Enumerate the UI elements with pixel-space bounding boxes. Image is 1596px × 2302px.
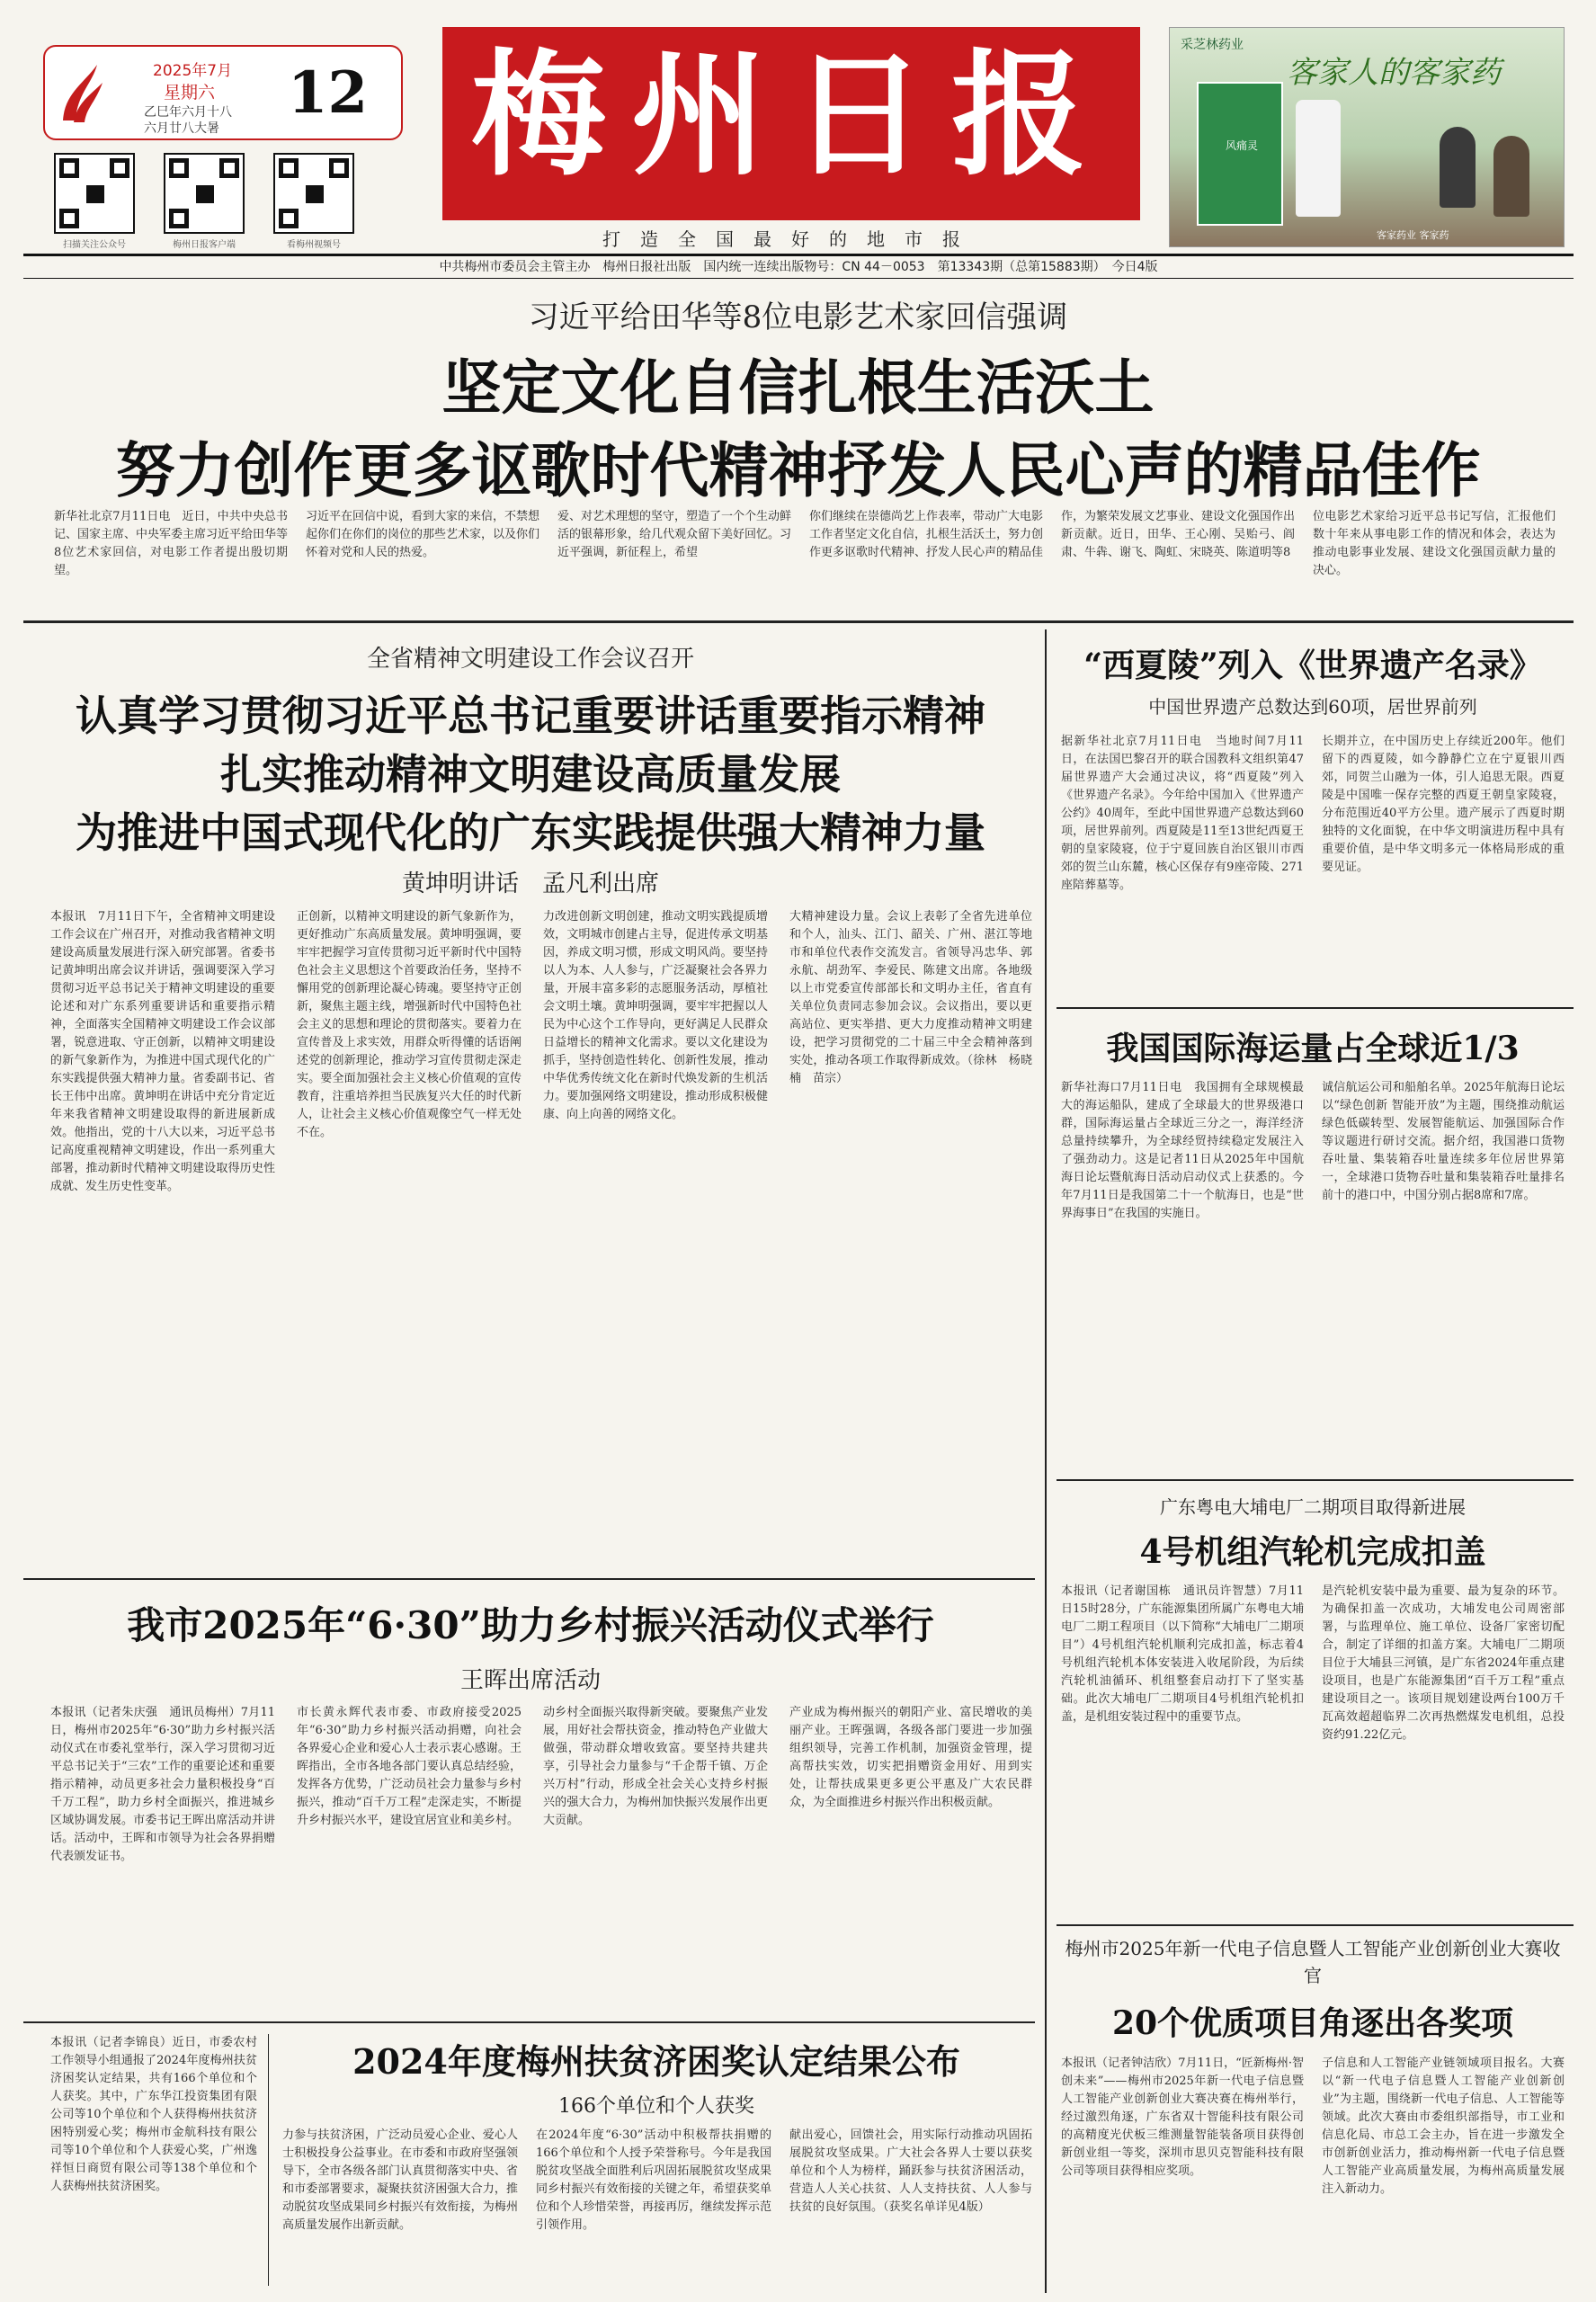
paper-nameplate — [442, 27, 1140, 220]
province-headline-2[interactable]: 扎实推动精神文明建设高质量发展 — [220, 750, 841, 799]
paper-slogan: 打造全国最好的地市报 — [602, 228, 980, 250]
page-number: 12 — [288, 59, 369, 127]
power-kicker: 广东粤电大埔电厂二期项目取得新进展 — [1160, 1496, 1466, 1518]
xixia-subtitle: 中国世界遗产总数达到60项，居世界前列 — [1148, 696, 1477, 718]
poverty-column: 在2024年度“6·30”活动中积极帮扶捐赠的166个单位和个人授予荣誉称号。今年是我国脱贫攻坚战全面胜利后巩固拓展脱贫攻坚成果同乡村振兴有效衔接的关键之年，希望获奖单位和个人珍惜荣誉，再接再厉，继续发挥示范引领作用。 — [536, 2128, 771, 2232]
competition-column: 本报讯（记者钟洁欣）7月11日，“匠新梅州·智创未来”——梅州市2025年新一代电子信息暨人工智能产业创新创业大赛决赛在梅州举行，经过激烈角逐，广东省双十智能科技有限公司的高精度光伏板三维测量智能装备项目获得创新创业组一等奖，深圳市思贝克智能科技有限公司等项目获得相应奖项。 — [1061, 2057, 1304, 2178]
lunar-date: 乙巳年六月十八 — [144, 105, 232, 120]
ad-product-label: 风痛灵 — [1225, 139, 1258, 152]
shipping-column: 诚信航运公司和船舶名单。2025年航海日论坛以“绿色创新 智能开放”为主题，围绕推动航运绿色低碳转型、发展智能航运、加强国际合作等议题进行研讨交流。据介绍，我国港口货物吞吐量、集装箱吞吐量连续多年位居世界第一，全球港口货物吞吐量和集装箱吞吐量排名前十的港口中，中国分别占据8席和7席。 — [1322, 1081, 1565, 1202]
province-headline-3[interactable]: 为推进中国式现代化的广东实践提供强大精神力量 — [76, 808, 985, 857]
lead-column: 位电影艺术家给习近平总书记写信，汇报他们数十年来从事电影工作的情况和体会，表达为推动电影事业发展、建设文化强国贡献力量的决心。 — [1313, 510, 1556, 577]
poverty-subtitle: 166个单位和个人获奖 — [558, 2095, 754, 2118]
province-column: 本报讯 7月11日下午，全省精神文明建设工作会议在广州召开，对推动我省精神文明建设高质量发展进行深入研究部署。省委书记黄坤明出席会议并讲话，强调要深入学习贯彻习近平总书记关于精神文明建设的重要论述和对广东系列重要讲话和重要指示精神，全面落实全国精神文明建设工作会议部署，锐意进取、守正创新，以精神文明建设的新气象新作为，为推进中国式现代化的广东实践提供强大精神力量。省委副书记、省长王伟中出席。黄坤明在讲话中充分肯定近年来我省精神文明建设取得的新进展新成效。他指出，党的十八大以来，习近平总书记高度重视精神文明建设，作出一系列重大部署，推动新时代精神文明建设取得历史性成就、发生历史性变革。 — [50, 910, 275, 1193]
issue-date: 2025年7月 — [153, 62, 233, 80]
province-column: 正创新，以精神文明建设的新气象新作为，更好推动广东高质量发展。黄坤明强调，要牢牢把握学习宣传贯彻习近平新时代中国特色社会主义思想这个首要政治任务，坚持不懈用党的创新理论凝心铸魂。要坚持守正创新，聚焦主题主线，增强新时代中国特色社会主义的思想和理论的贯彻落实。要着力在宣传普及上求实效，用群众听得懂的话语阐述党的创新理论，推动学习宣传贯彻走深走实。要全面加强社会主义核心价值观的宣传教育，注重培养担当民族复兴大任的时代新人，让社会主义核心价值观像空气一样无处不在。 — [297, 910, 522, 1139]
rural-headline[interactable]: 我市2025年“6·30”助力乡村振兴活动仪式举行 — [127, 1603, 934, 1647]
qr-caption: 看梅州视频号 — [287, 240, 341, 250]
qr-code[interactable] — [273, 153, 354, 234]
medicine-box-image — [1197, 82, 1283, 226]
section-divider — [23, 620, 1574, 623]
qr-caption: 梅州日报客户端 — [173, 240, 236, 250]
column-divider — [1045, 629, 1047, 2293]
advertisement[interactable] — [1169, 27, 1565, 247]
paper-title: 梅州日报 — [470, 36, 1111, 194]
xixia-column: 据新华社北京7月11日电 当地时间7月11日，在法国巴黎召开的联合国教科文组织第47届世界遗产大会通过决议，将“西夏陵”列入《世界遗产名录》。今年给中国加入《世界遗产公约》40周年，至此中国世界遗产总数达到60项，居世界前列。西夏陵是11至13世纪西夏王朝的皇家陵寝，位于宁夏回族自治区银川市西郊的贺兰山东麓，核心区保存有9座帝陵、271座陪葬墓等。 — [1061, 735, 1304, 892]
competition-headline[interactable]: 20个优质项目角逐出各奖项 — [1111, 2004, 1514, 2042]
shipping-column: 新华社海口7月11日电 我国拥有全球规模最大的海运船队，建成了全球最大的世界级港口群，国际海运量占全球近三分之一，海洋经济总量持续攀升，为全球经贸持续稳定发展注入了强劲动力。这是记者11日从2025年中国航海日论坛暨航海日活动启动仪式上获悉的。今年7月11日是我国第二十一个航海日，也是“世界海事日”在我国的实施日。 — [1061, 1081, 1304, 1220]
ad-brand: 采芝林药业 — [1181, 38, 1244, 52]
lead-column: 作，为繁荣发展文艺事业、建设文化强国作出新贡献。近日，田华、王心刚、吴贻弓、阎肃、牛犇、谢飞、陶虹、宋晓英、陈道明等8 — [1061, 510, 1295, 559]
lead-column: 你们继续在崇德尚艺上作表率，带动广大电影工作者坚定文化自信，扎根生活沃土，努力创作更多讴歌时代精神、抒发人民心声的精品佳 — [809, 510, 1043, 559]
publication-info-bar: 中共梅州市委员会主管主办 梅州日报社出版 国内统一连续出版物号：CN 44－0053 第13343期（总第15883期） 今日4版 — [23, 254, 1574, 279]
shipping-headline[interactable]: 我国国际海运量占全球近1/3 — [1106, 1030, 1520, 1067]
rural-column: 本报讯（记者朱庆强 通讯员梅州）7月11日，梅州市2025年“6·30”助力乡村振兴活动仪式在市委礼堂举行，深入学习贯彻习近平总书记关于“三农”工作的重要论述和重要指示精神，动员更多社会力量积极投身“百千万工程”，助力乡村全面振兴，推进城乡区域协调发展。市委书记王晖出席活动并讲话。活动中，王晖和市领导为社会各界捐赠代表颁发证书。 — [50, 1706, 275, 1863]
poverty-column: 献出爱心，回馈社会，用实际行动推动巩固拓展脱贫攻坚成果。广大社会各界人士要以获奖单位和个人为榜样，踊跃参与扶贫济困活动，营造人人关心扶贫、人人支持扶贫、人人参与扶贫的良好氛围。（获奖名单详见4版） — [789, 2128, 1032, 2214]
lead-column: 习近平在回信中说，看到大家的来信，不禁想起你们在你们的岗位的那些艺术家，以及你们怀着对党和人民的热爱。 — [306, 510, 539, 559]
poverty-lead-column: 本报讯（记者李锦良）近日，市委农村工作领导小组通报了2024年度梅州扶贫济困奖认定结果，共有166个单位和个人获奖。其中，广东华江投资集团有限公司等10个单位和个人获得梅州扶贫济困特别爱心奖；梅州市金航科技有限公司等10个单位和个人获爱心奖，广州逸祥恒日商贸有限公司等138个单位和个人获梅州扶贫济困奖。 — [50, 2036, 257, 2193]
province-headline[interactable]: 认真学习贯彻习近平总书记重要讲话重要指示精神 — [76, 691, 985, 740]
power-column: 是汽轮机安装中最为重要、最为复杂的环节。为确保扣盖一次成功，大埔发电公司周密部署，与监理单位、施工单位、设备厂家密切配合，制定了详细的扣盖方案。大埔电厂二期项目位于大埔县三河镇，是广东省2024年重点建设项目，也是广东能源集团“百千万工程”重点建设项目之一。该项目规划建设两台100万千瓦高效超超临界二次再热燃煤发电机组，总投资约91.22亿元。 — [1322, 1584, 1565, 1742]
section-divider — [1057, 1479, 1574, 1481]
section-divider — [1057, 1007, 1574, 1009]
medicine-bottle-image — [1296, 100, 1341, 217]
xixia-column: 长期并立，在中国历史上存续近200年。他们留下的西夏陵，如今静静伫立在宁夏银川西郊，同贺兰山融为一体，引人追思无限。西夏陵是中国唯一保存完整的西夏王朝皇家陵寝，分布范围近40平方公里。遗产展示了西夏时期独特的文化面貌，在中华文明演进历程中具有重要价值，是中华文明多元一体格局形成的重要见证。 — [1322, 735, 1565, 874]
section-divider — [23, 1578, 1035, 1580]
rural-column: 动乡村全面振兴取得新突破。要聚焦产业发展，用好社会帮扶资金，推动特色产业做大做强，带动群众增收致富。要坚持共建共享，引导社会力量参与“千企帮千镇、万企兴万村”行动，形成全社会关心支持乡村振兴的强大合力，为梅州加快振兴发展作出更大贡献。 — [543, 1706, 768, 1827]
paper-logo-icon — [56, 58, 106, 129]
rural-column: 市长黄永辉代表市委、市政府接受2025年“6·30”助力乡村振兴活动捐赠，向社会各界爱心企业和爱心人士表示衷心感谢。王晖指出，全市各地各部门要认真总结经验，发挥各方优势，广泛动员社会力量参与乡村振兴，推动“百千万工程”走深走实，不断提升乡村振兴水平，建设宜居宜业和美乡村。 — [297, 1706, 522, 1827]
ad-footer: 客家药业 客家药 — [1377, 229, 1449, 241]
xixia-headline[interactable]: “西夏陵”列入《世界遗产名录》 — [1083, 647, 1542, 684]
province-column: 大精神建设力量。会议上表彰了全省先进单位和个人，汕头、江门、韶关、广州、湛江等地市和单位代表作交流发言。省领导冯忠华、郭永航、胡劲军、李爱民、陈建文出席。各地级以上市党委宣传部部长和文明办主任，省直有关单位负责同志参加会议。会议指出，要以更高站位、更实举措、更大力度推动精神文明建设，把学习贯彻党的二十届三中全会精神落到实处，推动各项工作取得新成效。（徐林 杨晓楠 苗宗） — [789, 910, 1032, 1085]
competition-column: 子信息和人工智能产业链领域项目报名。大赛以“新一代电子信息暨人工智能产业创新创业”为主题，围绕新一代电子信息、人工智能等领域。此次大赛由市委组织部指导，市工业和信息化局、市总工会主办，旨在进一步激发全市创新创业活力，推动梅州新一代电子信息暨人工智能产业高质量发展，为梅州高质量发展注入新动力。 — [1322, 2057, 1565, 2196]
competition-kicker: 梅州市2025年新一代电子信息暨人工智能产业创新创业大赛收官 — [1065, 1938, 1561, 1986]
qr-code[interactable] — [164, 153, 245, 234]
person-figure — [1440, 127, 1476, 208]
date-box — [43, 45, 403, 140]
poverty-column: 力参与扶贫济困，广泛动员爱心企业、爱心人士积极投身公益事业。在市委和市政府坚强领导下，全市各级各部门认真贯彻落实中央、省和市委部署要求，凝聚扶贫济困强大合力，推动脱贫攻坚成果同乡村振兴有效衔接，为梅州高质量发展作出新贡献。 — [282, 2128, 518, 2232]
lead-column: 爱、对艺术理想的坚守，塑造了一个个生动鲜活的银幕形象，给几代观众留下美好回忆。习近平强调，新征程上，希望 — [557, 510, 791, 559]
lead-kicker: 习近平给田华等8位电影艺术家回信强调 — [528, 299, 1068, 335]
solar-term: 六月廿八大暑 — [144, 121, 219, 136]
lead-headline-2[interactable]: 努力创作更多讴歌时代精神抒发人民心声的精品佳作 — [115, 435, 1481, 505]
poverty-headline[interactable]: 2024年度梅州扶贫济困奖认定结果公布 — [352, 2041, 960, 2082]
qr-code[interactable] — [54, 153, 135, 234]
power-column: 本报讯（记者谢国栋 通讯员许智慧）7月11日15时28分，广东能源集团所属广东粤电大埔电厂二期工程项目（以下简称“大埔电厂二期项目”）4号机组汽轮机顺利完成扣盖，标志着4号机组汽轮机本体安装进入收尾阶段，为后续汽轮机油循环、机组整套启动打下了坚实基础。此次大埔电厂二期项目4号机组汽轮机扣盖，是机组安装过程中的重要节点。 — [1061, 1584, 1304, 1724]
person-figure — [1493, 136, 1529, 217]
section-divider — [1057, 1924, 1574, 1926]
province-kicker: 全省精神文明建设工作会议召开 — [366, 646, 694, 673]
column-divider — [268, 2034, 269, 2286]
province-byline: 黄坤明讲话 孟凡利出席 — [401, 870, 659, 897]
ad-slogan: 客家人的客家药 — [1287, 55, 1501, 91]
qr-caption: 扫描关注公众号 — [63, 240, 126, 250]
lead-headline[interactable]: 坚定文化自信扎根生活沃土 — [441, 352, 1155, 423]
province-column: 力改进创新文明创建，推动文明实践提质增效，文明城市创建占主导，促进传承文明基因，养成文明习惯，形成文明风尚。要坚持以人为本、人人参与，广泛凝聚社会各界力量，开展丰富多彩的志愿服务活动，厚植社会文明土壤。黄坤明强调，要牢牢把握以人民为中心这个工作导向，更好满足人民群众日益增长的精神文化需求。要以文化建设为抓手，坚持创造性转化、创新性发展，推动中华优秀传统文化在新时代焕发新的生机活力。要加强网络文明建设，推动形成积极健康、向上向善的网络文化。 — [543, 910, 768, 1121]
power-headline[interactable]: 4号机组汽轮机完成扣盖 — [1139, 1533, 1486, 1571]
issue-weekday: 星期六 — [164, 83, 216, 103]
rural-byline: 王晖出席活动 — [459, 1667, 601, 1694]
rural-column: 产业成为梅州振兴的朝阳产业、富民增收的美丽产业。王晖强调，各级各部门要进一步加强组织领导，完善工作机制，加强资金管理，提高帮扶实效，切实把捐赠资金用好、用到实处，让帮扶成果更多更公平惠及广大农民群众，为全面推进乡村振兴作出积极贡献。 — [789, 1706, 1032, 1809]
masthead — [0, 0, 1596, 274]
section-divider — [23, 2021, 1035, 2023]
lead-column: 新华社北京7月11日电 近日，中共中央总书记、国家主席、中央军委主席习近平给田华等8位艺术家回信，对电影工作者提出殷切期望。 — [54, 510, 288, 577]
